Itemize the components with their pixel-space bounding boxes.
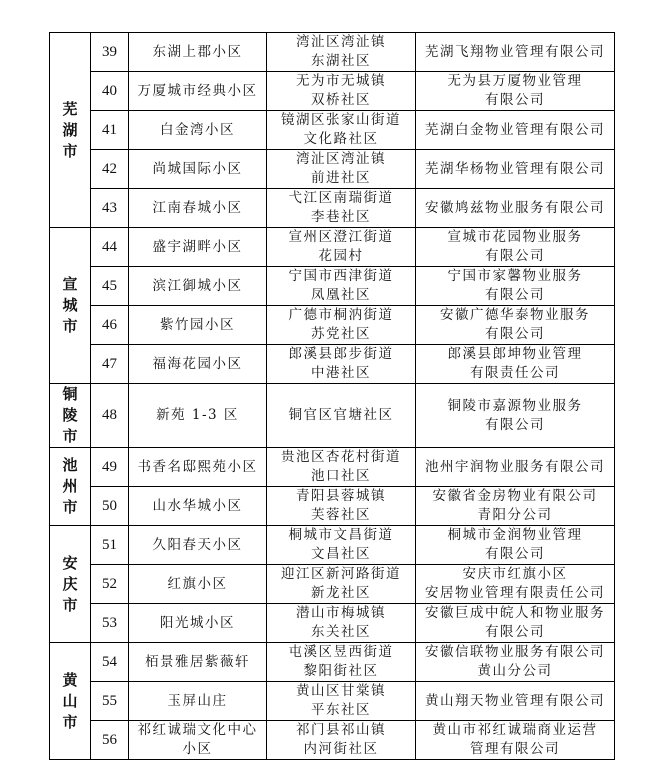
table-row [50,448,615,487]
community-name [129,604,267,643]
community-location [267,487,416,526]
property-company-line: 有限责任公司 [470,365,560,381]
property-company-line: 黄山翔天物业管理有限公司 [425,692,605,709]
city-name: 宣城市 [62,275,78,335]
row-number: 44 [91,228,129,267]
table-row [50,228,615,267]
community-name [129,228,267,267]
community-location-line: 双桥社区 [311,92,371,108]
community-location [267,189,416,228]
property-company-line: 宁国市家馨物业服务 [447,268,583,284]
community-name-line: 尚城国际小区 [152,160,243,177]
community-name [129,33,267,72]
property-company-line: 安徽鸠兹物业服务有限公司 [425,199,605,216]
community-location [267,565,416,604]
community-location [267,306,416,345]
property-company [416,526,615,565]
property-company-line: 黄山分公司 [477,663,553,679]
property-company-line: 青阳分公司 [477,507,553,523]
community-location-line: 贵池区杏花村街道 [281,449,401,465]
property-company [416,643,615,682]
table-row [50,189,615,228]
table-row [50,384,615,448]
table-row [50,150,615,189]
property-company-line: 有限公司 [485,248,545,264]
community-name [129,448,267,487]
property-company-line: 有限公司 [485,92,545,108]
property-company-line: 芜湖华杨物业管理有限公司 [425,160,605,177]
property-company-line: 安徽省金房物业有限公司 [432,488,598,504]
community-location-line: 桐城市文昌街道 [288,527,394,543]
row-number: 50 [91,487,129,526]
table-row [50,721,615,760]
community-name [129,565,267,604]
community-location [267,345,416,384]
community-location-line: 黄山区甘棠镇 [296,683,386,699]
row-number: 47 [91,345,129,384]
community-location-line: 宁国市西津街道 [288,268,394,284]
community-name [129,189,267,228]
property-company [416,604,615,643]
community-location [267,643,416,682]
community-location-line: 新龙社区 [311,585,371,601]
community-location [267,604,416,643]
community-location-line: 郎溪县郎步街道 [288,346,394,362]
community-location [267,448,416,487]
community-location-line: 潜山市梅城镇 [296,605,386,621]
property-company-line: 宣城市花园物业服务 [447,229,583,245]
property-company [416,33,615,72]
property-company-line: 芜湖白金物业管理有限公司 [425,121,605,138]
property-company [416,72,615,111]
community-name-line: 东湖上郡小区 [152,43,243,60]
table-row [50,526,615,565]
property-company [416,682,615,721]
community-location-line: 苏党社区 [311,326,371,342]
property-company-line: 有限公司 [485,326,545,342]
community-name [129,384,267,448]
row-number: 52 [91,565,129,604]
property-company [416,384,615,448]
community-location-line: 湾沚区湾沚镇 [296,34,386,50]
property-company-line: 无为县万厦物业管理 [447,73,583,89]
community-name [129,306,267,345]
row-number: 40 [91,72,129,111]
property-company-line: 有限公司 [485,624,545,640]
property-company-line: 安徽巨成中皖人和物业服务 [425,605,605,621]
community-location [267,150,416,189]
property-company-line: 安徽信联物业服务有限公司 [425,644,605,660]
community-location [267,72,416,111]
community-name-line: 栢景雅居紫薇轩 [145,653,250,670]
community-name-line: 滨江御城小区 [152,277,243,294]
city-cell [50,33,91,228]
community-location-line: 广德市桐汭街道 [288,307,394,323]
community-location-line: 迎江区新河路街道 [281,566,401,582]
community-name-line: 玉屏山庄 [167,692,228,709]
community-table [49,32,615,760]
row-number: 45 [91,267,129,306]
table-row [50,565,615,604]
community-location-line: 文昌社区 [311,546,371,562]
property-company-line: 安徽广德华泰物业服务 [440,307,590,323]
table-row [50,267,615,306]
community-location-line: 祁门县祁山镇 [296,722,386,738]
community-name-line: 新苑 1-3 区 [156,407,239,423]
property-company [416,306,615,345]
community-location [267,682,416,721]
community-name [129,721,267,760]
community-location-line: 文化路社区 [303,131,379,147]
property-company-line: 池州宇润物业服务有限公司 [425,458,605,475]
community-name [129,487,267,526]
property-company [416,150,615,189]
community-location-line: 李巷社区 [311,209,371,225]
community-location-line: 弋江区南瑞街道 [288,190,394,206]
community-location [267,33,416,72]
community-location-line: 无为市无城镇 [296,73,386,89]
property-company-line: 铜陵市嘉源物业服务 [447,397,583,414]
property-company-line: 桐城市金润物业管理 [447,527,583,543]
community-location-line: 前进社区 [311,170,371,186]
table-row [50,643,615,682]
city-cell [50,448,91,526]
city-name: 黄山市 [62,670,78,731]
community-name-line: 阳光城小区 [160,614,235,631]
city-cell [50,526,91,643]
community-name [129,345,267,384]
community-location [267,526,416,565]
community-name [129,682,267,721]
community-name-line: 久阳春天小区 [152,536,243,553]
community-location [267,384,416,448]
property-company [416,228,615,267]
city-name: 安庆市 [62,553,78,614]
property-company [416,111,615,150]
community-location-line: 内河街社区 [303,741,379,757]
community-name [129,526,267,565]
table-row [50,345,615,384]
community-location-line: 宣州区澄江街道 [288,229,394,245]
row-number: 55 [91,682,129,721]
table-row [50,682,615,721]
city-cell [50,643,91,760]
community-name-line: 红旗小区 [167,575,228,592]
property-company [416,345,615,384]
community-location-line: 东湖社区 [311,53,371,69]
community-name-line: 紫竹园小区 [160,316,235,333]
property-company-line: 有限公司 [485,416,545,433]
property-company [416,487,615,526]
table-row [50,72,615,111]
row-number: 39 [91,33,129,72]
community-location-line: 青阳县蓉城镇 [296,488,386,504]
community-location-line: 花园村 [318,248,364,264]
community-location [267,111,416,150]
row-number: 43 [91,189,129,228]
table-row [50,487,615,526]
row-number: 56 [91,721,129,760]
community-name [129,72,267,111]
community-name-line: 万厦城市经典小区 [137,82,258,99]
table-row [50,111,615,150]
property-company-line: 黄山市祁红诚瑞商业运营 [432,722,598,738]
property-company [416,267,615,306]
community-name [129,643,267,682]
property-company [416,565,615,604]
row-number: 51 [91,526,129,565]
property-company-line: 芜湖飞翔物业管理有限公司 [425,43,605,60]
community-location-line: 池口社区 [311,468,371,484]
community-name [129,111,267,150]
property-company-line: 有限公司 [485,546,545,562]
property-company-line: 管理有限公司 [470,741,560,757]
community-location [267,267,416,306]
community-name-line: 盛宇湖畔小区 [152,238,243,255]
community-name-line: 小区 [182,741,213,757]
community-name [129,267,267,306]
community-location-line: 镜湖区张家山街道 [281,112,401,128]
community-location-line: 黎阳街社区 [303,663,379,679]
city-name: 铜陵市 [62,385,78,445]
row-number: 48 [91,384,129,448]
row-number: 53 [91,604,129,643]
community-location [267,228,416,267]
city-cell [50,228,91,384]
community-location-line: 平东社区 [311,702,371,718]
property-company-line: 安庆市红旗小区 [462,566,568,582]
community-name-line: 江南春城小区 [152,199,243,216]
property-company-line: 安居物业管理有限责任公司 [425,585,605,601]
community-location-line: 铜官区官塘社区 [288,407,394,423]
table-row [50,33,615,72]
community-location-line: 湾沚区湾沚镇 [296,151,386,167]
city-name: 池州市 [62,456,78,516]
community-location [267,721,416,760]
community-name-line: 山水华城小区 [152,497,243,514]
row-number: 49 [91,448,129,487]
property-company-line: 郎溪县郎坤物业管理 [447,346,583,362]
community-name-line: 白金湾小区 [160,121,235,138]
property-company [416,721,615,760]
row-number: 42 [91,150,129,189]
community-location-line: 中港社区 [311,365,371,381]
city-cell [50,384,91,448]
table-row [50,306,615,345]
row-number: 41 [91,111,129,150]
property-company [416,448,615,487]
community-name-line: 书香名邸熙苑小区 [137,458,258,475]
community-name [129,150,267,189]
row-number: 46 [91,306,129,345]
property-company-line: 有限公司 [485,287,545,303]
row-number: 54 [91,643,129,682]
community-location-line: 芙蓉社区 [311,507,371,523]
community-location-line: 凤凰社区 [311,287,371,303]
community-location-line: 东关社区 [311,624,371,640]
community-name-line: 祁红诚瑞文化中心 [137,722,258,738]
property-company [416,189,615,228]
community-location-line: 屯溪区昱西街道 [288,644,394,660]
community-name-line: 福海花园小区 [152,355,243,372]
table-row [50,604,615,643]
city-name: 芜湖市 [62,99,78,160]
